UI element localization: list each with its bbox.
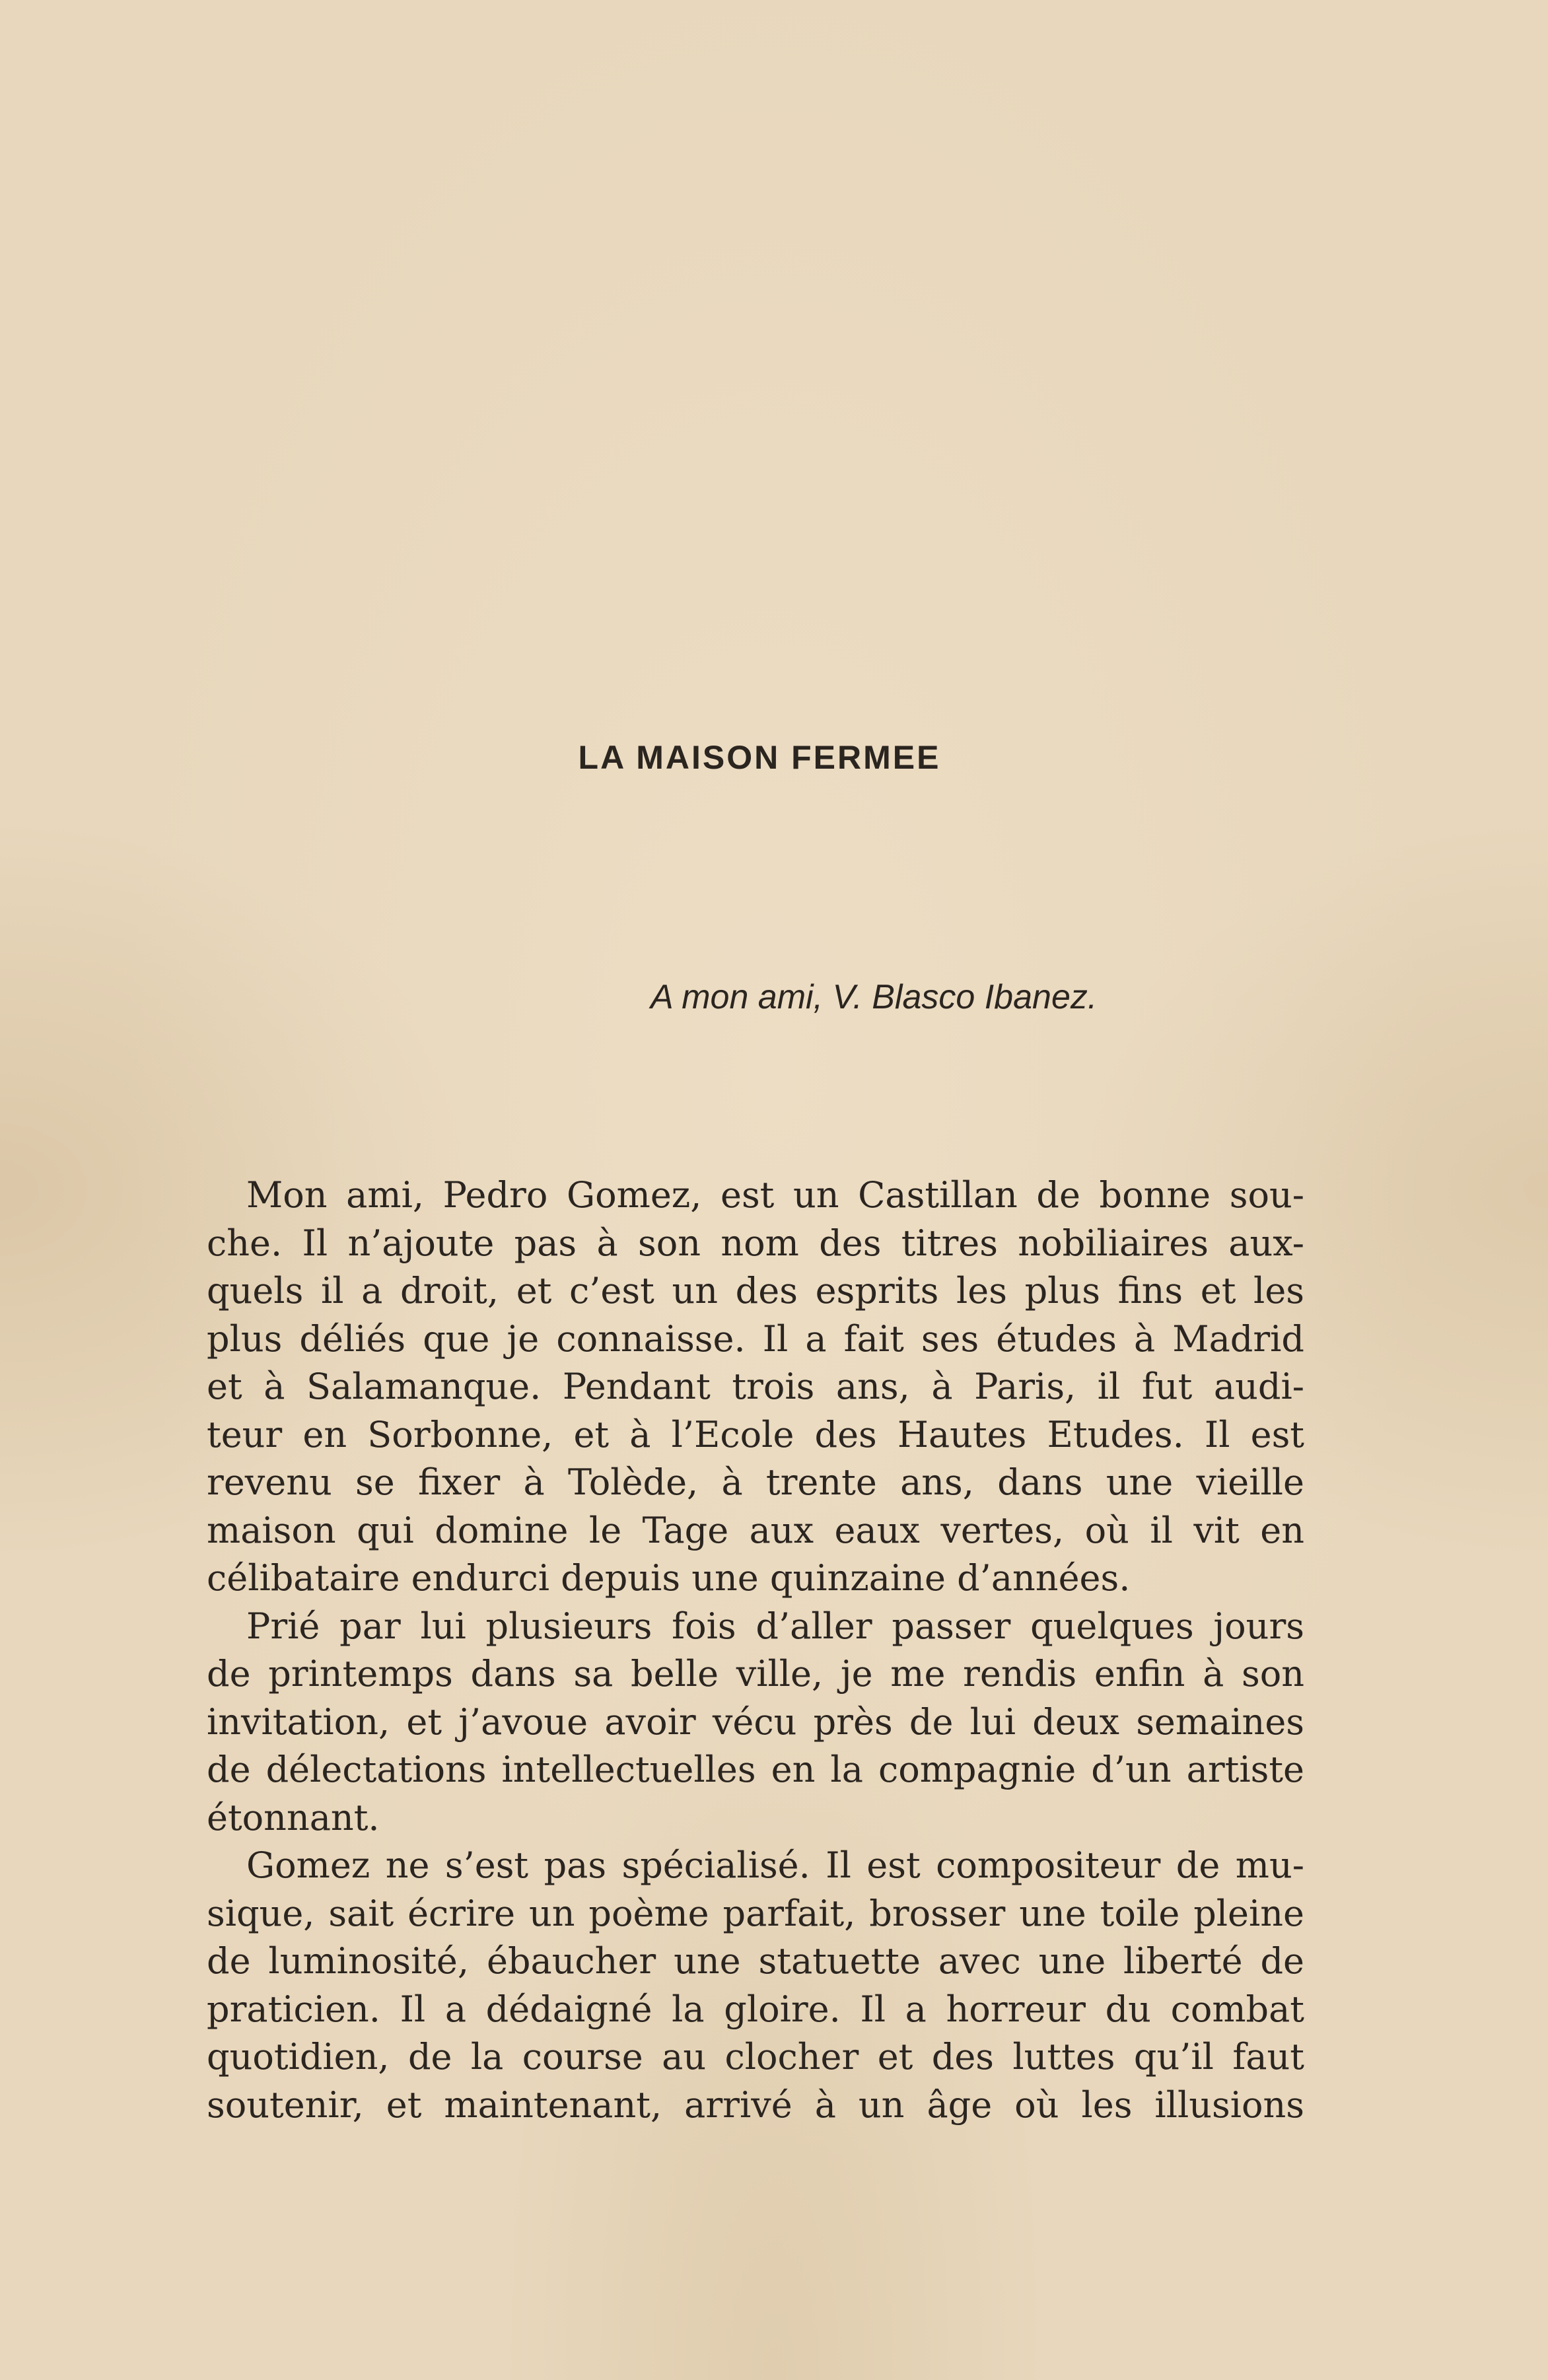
chapter-title: LA MAISON FERMEE [578, 739, 941, 776]
dedication: A mon ami, V. Blasco Ibanez. [651, 978, 1098, 1016]
text-line: soutenir, et maintenant, arrivé à un âge où les illusions [207, 2083, 1304, 2126]
text-line: de délectations intellectuelles en la compagnie d’un artiste [207, 1749, 1304, 1790]
text-line: célibataire endurci depuis une quinzaine d’années. [207, 1557, 1131, 1599]
text-line: maison qui domine le Tage aux eaux vertes, où il vit en [207, 1509, 1304, 1551]
text-line: plus déliés que je connaisse. Il a fait ses études à Madrid [207, 1317, 1304, 1360]
paragraph-3 [207, 1842, 1304, 2129]
text-line: Gomez ne s’est pas spécialisé. Il est compositeur de mu- [246, 1844, 1304, 1886]
text-line: teur en Sorbonne, et à l’Ecole des Hautes Etudes. Il est [207, 1413, 1304, 1455]
body-text [207, 1172, 1304, 2129]
text-line: sique, sait écrire un poème parfait, brosser une toile pleine [207, 1892, 1304, 1934]
paragraph-1 [207, 1172, 1304, 1603]
text-line: Prié par lui plusieurs fois d’aller passer quelques jours [246, 1605, 1304, 1647]
text-line: revenu se fixer à Tolède, à trente ans, dans une vieille [207, 1461, 1304, 1503]
text-line: et à Salamanque. Pendant trois ans, à Paris, il fut audi- [207, 1366, 1304, 1407]
text-line: praticien. Il a dédaigné la gloire. Il a horreur du combat [207, 1988, 1304, 2030]
text-line: che. Il n’ajoute pas à son nom des titres nobiliaires aux- [207, 1222, 1304, 1264]
text-line: de luminosité, ébaucher une statuette avec une liberté de [207, 1940, 1304, 1982]
text-line: étonnant. [207, 1796, 380, 1838]
text-line: Mon ami, Pedro Gomez, est un Castillan de bonne sou- [246, 1174, 1304, 1216]
text-line: quels il a droit, et c’est un des esprits les plus fins et les [207, 1270, 1304, 1312]
paragraph-2 [207, 1603, 1304, 1842]
text-line: invitation, et j’avoue avoir vécu près de lui deux semaines [207, 1700, 1304, 1743]
text-line: de printemps dans sa belle ville, je me rendis enfin à son [207, 1653, 1304, 1695]
text-line: quotidien, de la course au clocher et des luttes qu’il faut [207, 2036, 1304, 2078]
